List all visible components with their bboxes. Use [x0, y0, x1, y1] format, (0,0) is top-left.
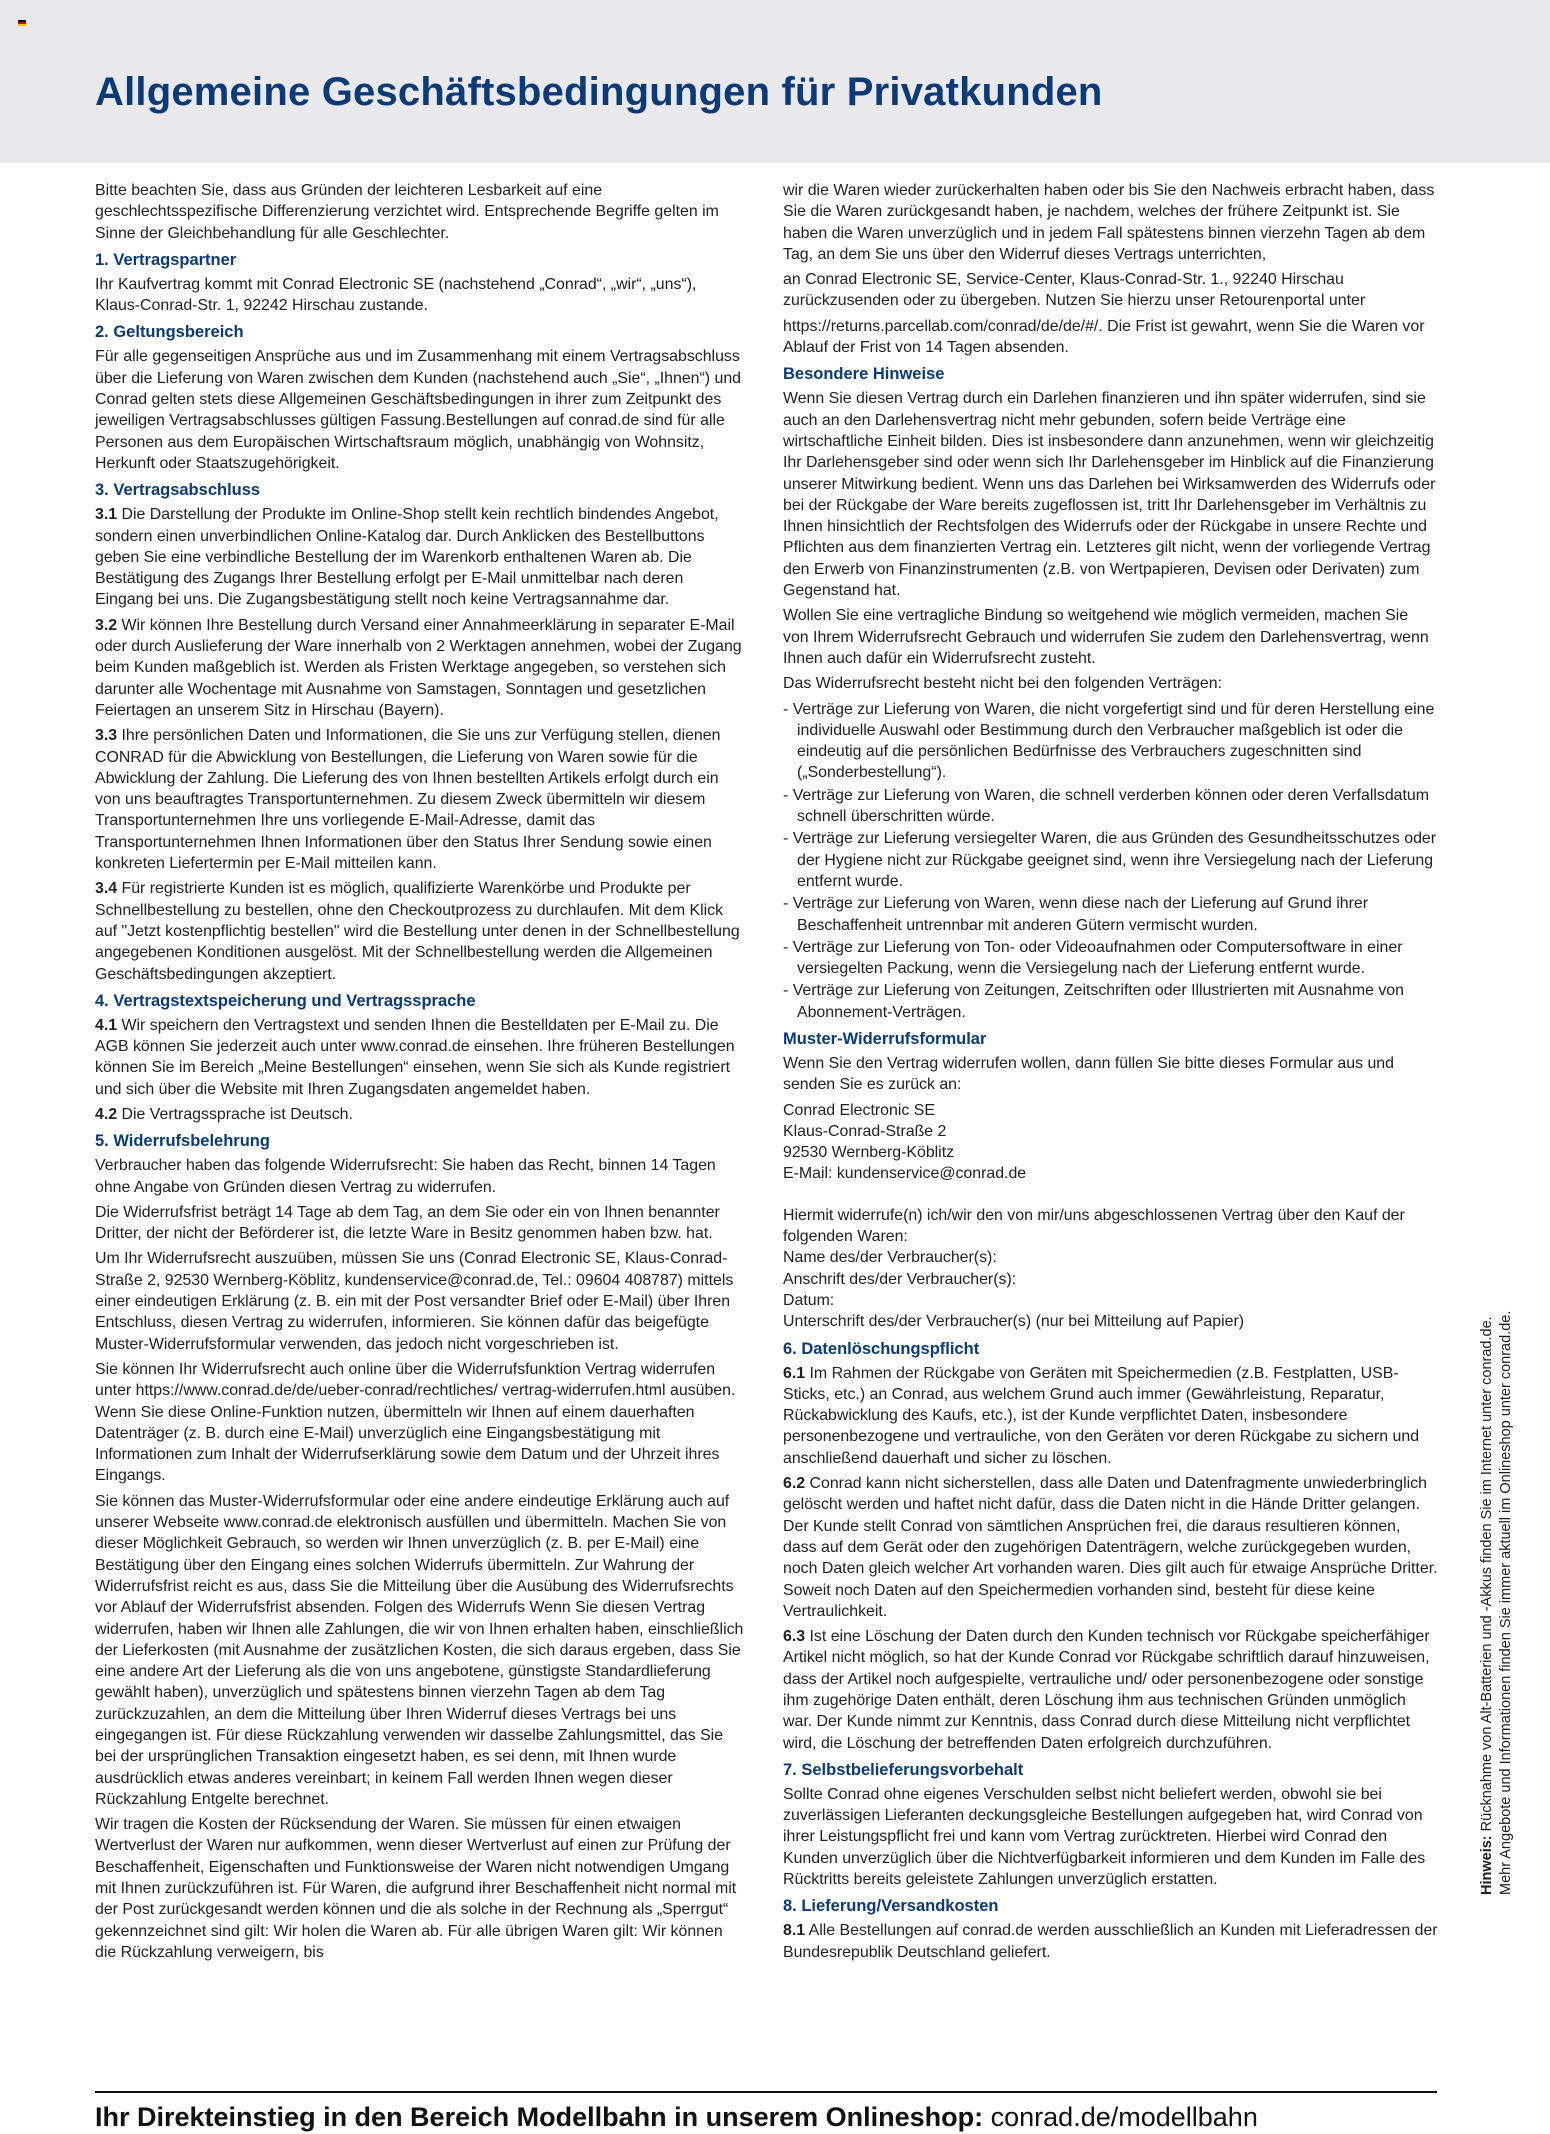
- clause-number: 3.1: [95, 506, 118, 524]
- clause-number: 4.2: [95, 1105, 118, 1123]
- clause: [95, 1104, 745, 1125]
- section-heading: 1. Vertragspartner: [95, 250, 237, 269]
- paragraph: Wenn Sie diesen Vertrag durch ein Darlehen finanzieren und ihn später widerrufen, sind sie auch an den Darlehensvertrag nicht mehr gebunden, sofern beide Verträge eine wirtschaftliche Einheit bilden. Dies ist insbesondere dann anzunehmen, wenn wir gleichzeitig Ihr Darlehensgeber sind oder wenn sich Ihr Darlehensgeber im Hinblick auf die Finanzierung unserer Mitwirkung bedient. Wenn uns das Darlehen bei Wirksamwerden des Widerrufs oder bei der Rückgabe der Ware bereits zugeflossen ist, tritt Ihr Darlehensgeber im Verhältnis zu Ihnen hinsichtlich der Rechtsfolgen des Widerrufs oder der Rückgabe in unsere Rechte und Pflichten aus dem finanzierten Vertrag ein. Letzteres gilt nicht, wenn der vorliegende Vertrag den Erwerb von Finanzinstrumenten (z.B. von Wertpapieren, Devisen oder Derivaten) zum Gegenstand hat.: [783, 390, 1436, 600]
- clause-number: 6.3: [783, 1628, 806, 1646]
- section-heading: 3. Vertragsabschluss: [95, 481, 261, 500]
- clause-text: Im Rahmen der Rückgabe von Geräten mit Speichermedien (z.B. Festplatten, USB-Sticks, etc.) an Conrad, aus welchem Grund auch immer (Gewährleistung, Reparatur, Rückabwicklung des Kaufs, etc.), ist der Kunde verpflichtet Daten, insbesondere personenbezogene und vertrauliche, von den Geräten vor deren Rückgabe zu sichern und anschließend dauerhaft und sicher zu löschen.: [783, 1364, 1420, 1467]
- paragraph: Ihr Kaufvertrag kommt mit Conrad Electronic SE (nachstehend „Conrad“, „wir“, „uns“), Klaus-Conrad-Str. 1, 92242 Hirschau zustande.: [95, 275, 697, 315]
- clause: [783, 1626, 1438, 1754]
- clause-number: 8.1: [783, 1922, 806, 1940]
- address-line: E-Mail: kundenservice@conrad.de: [783, 1165, 1027, 1183]
- paragraph: Wollen Sie eine vertragliche Bindung so weitgehend wie möglich vermeiden, machen Sie von Ihrem Widerrufsrecht Gebrauch und widerrufen Sie zudem den Darlehensvertrag, wenn Ihnen auch dafür ein Widerrufsrecht zusteht.: [783, 607, 1429, 667]
- side-note-line: Mehr Angebote und Informationen finden Sie immer aktuell im Onlineshop unter conrad.de.: [1498, 1310, 1514, 1895]
- section-heading: 2. Geltungsbereich: [95, 323, 244, 342]
- section-heading: 6. Datenlöschungspflicht: [783, 1339, 980, 1358]
- paragraph: Die Widerrufsfrist beträgt 14 Tage ab dem Tag, an dem Sie oder ein von Ihnen benannter Dritter, der nicht der Beförderer ist, die letzte Ware in Besitz genommen haben bzw. hat.: [95, 1203, 720, 1243]
- clause: [783, 1363, 1438, 1469]
- flag-icon: [18, 20, 26, 26]
- clause-text: Die Vertragssprache ist Deutsch.: [117, 1105, 353, 1123]
- clause: [95, 725, 745, 874]
- footer: [95, 2100, 1258, 2134]
- list-item: - Verträge zur Lieferung von Zeitungen, Zeitschriften oder Illustrierten mit Ausnahme von Abonnement-Verträgen.: [783, 982, 1404, 1021]
- footer-divider: [95, 2091, 1437, 2093]
- form-line: Datum:: [783, 1291, 835, 1309]
- paragraph: Sollte Conrad ohne eigenes Verschulden selbst nicht beliefert werden, obwohl sie bei zuverlässigen Lieferanten deckungsgleiche Bestellungen aufgegeben hat, wird Conrad von ihrer Leistungspflicht frei und kann vom Vertrag zurücktreten. Hierbei wird Conrad den Kunden unverzüglich über die Nichtverfügbarkeit informieren und dem Kunden im Falle des Rücktritts bereits geleistete Zahlungen unverzüglich erstatten.: [783, 1785, 1426, 1889]
- clause-number: 6.2: [783, 1475, 806, 1493]
- paragraph: wir die Waren wieder zurückerhalten haben oder bis Sie den Nachweis erbracht haben, dass Sie die Waren zurückgesandt haben, je nachdem, welches der frühere Zeitpunkt ist. Sie haben die Waren unverzüglich und in jedem Fall spätestens binnen vierzehn Tagen ab dem Tag, an dem Sie uns über den Widerruf dieses Vertrags unterrichten,: [783, 182, 1435, 263]
- clause-text: Die Darstellung der Produkte im Online-Shop stellt kein rechtlich bindendes Angebot, sondern einen unverbindlichen Online-Katalog dar. Durch Anklicken des Bestellbuttons geben Sie eine verbindliche Bestellung der im Warenkorb enthaltenen Waren ab. Die Bestätigung des Zugangs Ihrer Bestellung erfolgt per E-Mail unmittelbar nach deren Eingang bei uns. Die Zugangsbestätigung stellt noch keine Vertragsannahme dar.: [95, 506, 719, 609]
- right-column: [783, 180, 1438, 1967]
- clause: [95, 504, 745, 610]
- clause: [95, 615, 745, 721]
- address-line: Klaus-Conrad-Straße 2: [783, 1122, 947, 1140]
- clause-text: Für registrierte Kunden ist es möglich, qualifizierte Warenkörbe und Produkte per Schnellbestellung zu bestellen, ohne den Checkoutprozess zu durchlaufen. Mit dem Klick auf "Jetzt kostenpflichtig bestellen" wird die Bestellung unter denen in der Schnellbestellung angegebenen Konditionen ausgelöst. Mit der Schnellbestellung werden die Allgemeinen Geschäftsbedingungen akzeptiert.: [95, 880, 740, 983]
- clause-number: 3.4: [95, 880, 118, 898]
- list-item: - Verträge zur Lieferung von Waren, die nicht vorgefertigt sind und für deren Herstellung eine individuelle Auswahl oder Bestimmung durch den Verbraucher maßgeblich ist oder die eindeutig auf die persönlichen Bedürfnisse des Verbrauchers zugeschnitten sind („Sonderbestellung“).: [783, 700, 1435, 782]
- paragraph: https://returns.parcellab.com/conrad/de/de/#/. Die Frist ist gewahrt, wenn Sie die Waren vor Ablauf der Frist von 14 Tagen absenden.: [783, 317, 1425, 357]
- clause-text: Conrad kann nicht sicherstellen, dass alle Daten und Datenfragmente unwiederbringlich gelöscht werden und haftet nicht dafür, dass die Daten nicht in die Hände Dritter gelangen. Der Kunde stellt Conrad von sämtlichen Ansprüchen frei, die daraus resultieren können, dass auf dem Gerät oder den zugehörigen Datenträgern, welche zurückgegeben wurden, noch Daten gleich welcher Art vorhanden waren. Dies gilt auch für etwaige Ansprüche Dritter. Soweit noch Daten auf den Speichermedien vorhanden sind, besteht für diese keine Vertraulichkeit.: [783, 1475, 1438, 1620]
- section-heading: Besondere Hinweise: [783, 365, 945, 384]
- clause-text: Ist eine Löschung der Daten durch den Kunden technisch vor Rückgabe speicherfähiger Artikel nicht möglich, so hat der Kunde Conrad vor Rückgabe schriftlich darauf hinzuweisen, dass der Artikel noch aufgespielte, vertrauliche und/ oder personenbezogene oder sonstige ihm zugehörige Daten enthält, deren Löschung ihm aus technischen Gründen unmöglich war. Der Kunde nimmt zur Kenntnis, dass Conrad durch diese Mitteilung nicht verpflichtet wird, die Löschung der betreffenden Daten erfolgreich durchzuführen.: [783, 1628, 1430, 1752]
- footer-text: Ihr Direkteinstieg in den Bereich Modellbahn in unserem Onlineshop:: [95, 2102, 984, 2132]
- form-line: Anschrift des/der Verbraucher(s):: [783, 1270, 1017, 1288]
- clause: [783, 1920, 1438, 1963]
- side-note: [1478, 1295, 1516, 1895]
- intro-text: Bitte beachten Sie, dass aus Gründen der leichteren Lesbarkeit auf eine geschlechtsspezifische Differenzierung verzichtet wird. Entsprechende Begriffe gelten im Sinne der Gleichbehandlung für alle Geschlechter.: [95, 182, 719, 242]
- address-block: [783, 1100, 1438, 1185]
- section-heading: 7. Selbstbelieferungsvorbehalt: [783, 1760, 1024, 1779]
- section-heading: Muster-Widerrufsformular: [783, 1029, 987, 1048]
- paragraph: Wenn Sie den Vertrag widerrufen wollen, dann füllen Sie bitte dieses Formular aus und senden Sie es zurück an:: [783, 1054, 1394, 1094]
- clause-text: Ihre persönlichen Daten und Informationen, die Sie uns zur Verfügung stellen, dienen CONRAD für die Abwicklung von Bestellungen, die Lieferung von Waren sowie für die Abwicklung der Zahlung. Die Lieferung des von Ihnen bestellten Artikels erfolgt durch ein von uns beauftragtes Transportunternehmen. Zu diesem Zweck übermitteln wir diesem Transportunternehmen Ihre uns vorliegende E-Mail-Adresse, damit das Transportunternehmen Ihnen Informationen über den Status Ihrer Sendung sowie einen konkreten Liefertermin per E-Mail mitteilen kann.: [95, 727, 721, 873]
- list-item: - Verträge zur Lieferung versiegelter Waren, die aus Gründen des Gesundheitsschutzes oder der Hygiene nicht zur Rückgabe geeignet sind, wenn ihre Versiegelung nach der Lieferung entfernt wurde.: [783, 830, 1437, 890]
- clause: [95, 878, 745, 984]
- clause: [95, 1015, 745, 1100]
- paragraph: Um Ihr Widerrufsrecht auszuüben, müssen Sie uns (Conrad Electronic SE, Klaus-Conrad-Straße 2, 92530 Wernberg-Köblitz, kundenservice@conrad.de, Tel.: 09604 408787) mittels einer eindeutigen Erklärung (z. B. ein mit der Post versandter Brief oder E-Mail) über Ihren Entschluss, diesen Vertrag zu widerrufen, informieren. Sie können dafür das beigefügte Muster-Widerrufsformular verwenden, das jedoch nicht vorgeschrieben ist.: [95, 1250, 734, 1353]
- clause-text: Wir speichern den Vertragstext und senden Ihnen die Bestelldaten per E-Mail zu. Die AGB können Sie jederzeit auch unter www.conrad.de einsehen. Ihre früheren Bestellungen können Sie im Bereich „Meine Bestellungen“ einsehen, wenn Sie sich als Kunde registriert und sich über die Website mit Ihren Zugangsdaten angemeldet haben.: [95, 1016, 735, 1098]
- clause-number: 6.1: [783, 1364, 806, 1382]
- list-item: - Verträge zur Lieferung von Waren, die schnell verderben können oder deren Verfallsdatum schnell überschritten würde.: [783, 786, 1430, 826]
- paragraph: Für alle gegenseitigen Ansprüche aus und im Zusammenhang mit einem Vertragsabschluss über die Lieferung von Waren zwischen dem Kunden (nachstehend auch „Sie“, „Ihnen“) und Conrad gelten stets diese Allgemeinen Geschäftsbedingungen in ihrer zum Zeitpunkt des jeweiligen Vertragsabschlusses gültigen Fassung.Bestellungen auf conrad.de sind für alle Personen aus dem Europäischen Wirtschaftsraum möglich, unabhängig von Wohnsitz, Herkunft oder Staatszugehörigkeit.: [95, 348, 742, 472]
- paragraph: Sie können Ihr Widerrufsrecht auch online über die Widerrufsfunktion Vertrag widerrufen unter https://www.conrad.de/de/ueber-conrad/rechtliches/ vertrag-widerrufen.html ausüben. Wenn Sie diese Online-Funktion nutzen, übermitteln wir Ihnen auf einem dauerhaften Datenträger (z. B. durch eine E-Mail) unverzüglich eine Eingangsbestätigung mit Informationen zum Inhalt der Widerrufserklärung sowie dem Datum und der Uhrzeit ihres Eingangs.: [95, 1360, 736, 1485]
- section-heading: 4. Vertragstextspeicherung und Vertragssprache: [95, 991, 476, 1010]
- section-heading: 5. Widerrufsbelehrung: [95, 1132, 270, 1151]
- clause: [783, 1473, 1438, 1622]
- clause-number: 4.1: [95, 1016, 118, 1034]
- paragraph: Das Widerrufsrecht besteht nicht bei den folgenden Verträgen:: [783, 675, 1223, 693]
- list-item: - Verträge zur Lieferung von Ton- oder Videoaufnahmen oder Computersoftware in einer versiegelten Packung, wenn die Versiegelung nach der Lieferung entfernt wurde.: [783, 938, 1403, 978]
- page-title: Allgemeine Geschäftsbedingungen für Privatkunden: [95, 70, 1103, 114]
- paragraph: Wir tragen die Kosten der Rücksendung der Waren. Sie müssen für einen etwaigen Wertverlust der Waren nur aufkommen, wenn dieser Wertverlust auf einen zur Prüfung der Beschaffenheit, Eigenschaften und Funktionsweise der Waren nicht notwendigen Umgang mit Ihnen zurückzuführen ist. Für Waren, die aufgrund ihrer Beschaffenheit nicht normal mit der Post zurückgesandt werden können und die als solche in der Rechnung als „Sperrgut“ gekennzeichnet sind gilt: Wir holen die Waren ab. Für alle übrigen Waren gilt: Wir können die Rückzahlung verweigern, bis: [95, 1816, 737, 1961]
- list-item: - Verträge zur Lieferung von Waren, wenn diese nach der Lieferung auf Grund ihrer Beschaffenheit untrennbar mit anderen Gütern vermischt wurden.: [783, 895, 1369, 934]
- address-line: 92530 Wernberg-Köblitz: [783, 1144, 955, 1162]
- clause-text: Wir können Ihre Bestellung durch Versand einer Annahmeerklärung in separater E-Mail oder durch Auslieferung der Ware innerhalb von 2 Werktagen annehmen, wobei der Zugang beim Kunden maßgeblich ist. Werden als Fristen Werktage angegeben, so verstehen sich darunter alle Wochentage mit Ausnahme von Samstagen, Sonntagen und gesetzlichen Feiertagen an unserem Sitz in Hirschau (Bayern).: [95, 616, 742, 719]
- section-heading: 8. Lieferung/Versandkosten: [783, 1897, 999, 1916]
- paragraph: an Conrad Electronic SE, Service-Center, Klaus-Conrad-Str. 1., 92240 Hirschau zurückzusenden oder zu übergeben. Nutzen Sie hierzu unser Retourenportal unter: [783, 271, 1366, 310]
- form-line: Unterschrift des/der Verbraucher(s) (nur bei Mitteilung auf Papier): [783, 1313, 1245, 1331]
- footer-link[interactable]: conrad.de/modellbahn: [983, 2102, 1258, 2132]
- paragraph: Sie können das Muster-Widerrufsformular oder eine andere eindeutige Erklärung auch auf unserer Webseite www.conrad.de elektronisch ausfüllen und übermitteln. Machen Sie von dieser Möglichkeit Gebrauch, so werden wir Ihnen unverzüglich (z. B. per E-Mail) eine Bestätigung über den Eingang eines solchen Widerrufs übermitteln. Zur Wahrung der Widerrufsfrist reicht es aus, dass Sie die Mitteilung über die Ausübung des Widerrufsrechts vor Ablauf der Widerrufsfrist absenden. Folgen des Widerrufs Wenn Sie diesen Vertrag widerrufen, haben wir Ihnen alle Zahlungen, die wir von Ihnen erhalten haben, einschließlich der Lieferkosten (mit Ausnahme der zusätzlichen Kosten, die sich daraus ergeben, dass Sie eine andere Art der Lieferung als die von uns angebotene, günstigste Standardlieferung gewählt haben), unverzüglich und spätestens binnen vierzehn Tagen ab dem Tag zurückzuzahlen, an dem die Mitteilung über Ihren Widerruf dieses Vertrags bei uns eingegangen ist. Für diese Rückzahlung verwenden wir dasselbe Zahlungsmittel, das Sie bei der ursprünglichen Transaktion eingesetzt haben, es sei denn, mit Ihnen wurde ausdrücklich etwas anderes vereinbart; in keinem Fall werden Ihnen wegen dieser Rückzahlung Entgelte berechnet.: [95, 1492, 744, 1808]
- left-column: [95, 180, 745, 1967]
- paragraph: Verbraucher haben das folgende Widerrufsrecht: Sie haben das Recht, binnen 14 Tagen ohne Angabe von Gründen diesen Vertrag zu widerrufen.: [95, 1157, 716, 1196]
- form-line: Name des/der Verbraucher(s):: [783, 1249, 997, 1267]
- side-note-line: [1478, 1295, 1497, 1895]
- side-note-label: Hinweis:: [1479, 1835, 1495, 1895]
- address-line: Conrad Electronic SE: [783, 1101, 935, 1119]
- exception-list: [783, 699, 1438, 1023]
- form-line: Hiermit widerrufe(n) ich/wir den von mir/uns abgeschlossenen Vertrag über den Kauf der folgenden Waren:: [783, 1206, 1405, 1246]
- clause-number: 3.3: [95, 727, 118, 745]
- clause-number: 3.2: [95, 616, 118, 634]
- page-header: [0, 0, 1550, 163]
- form-block: [783, 1205, 1438, 1333]
- clause-text: Alle Bestellungen auf conrad.de werden ausschließlich an Kunden mit Lieferadressen der Bundesrepublik Deutschland geliefert.: [783, 1922, 1438, 1961]
- side-note-text: Rücknahme von Alt-Batterien und -Akkus finden Sie im Internet unter conrad.de.: [1479, 1316, 1495, 1836]
